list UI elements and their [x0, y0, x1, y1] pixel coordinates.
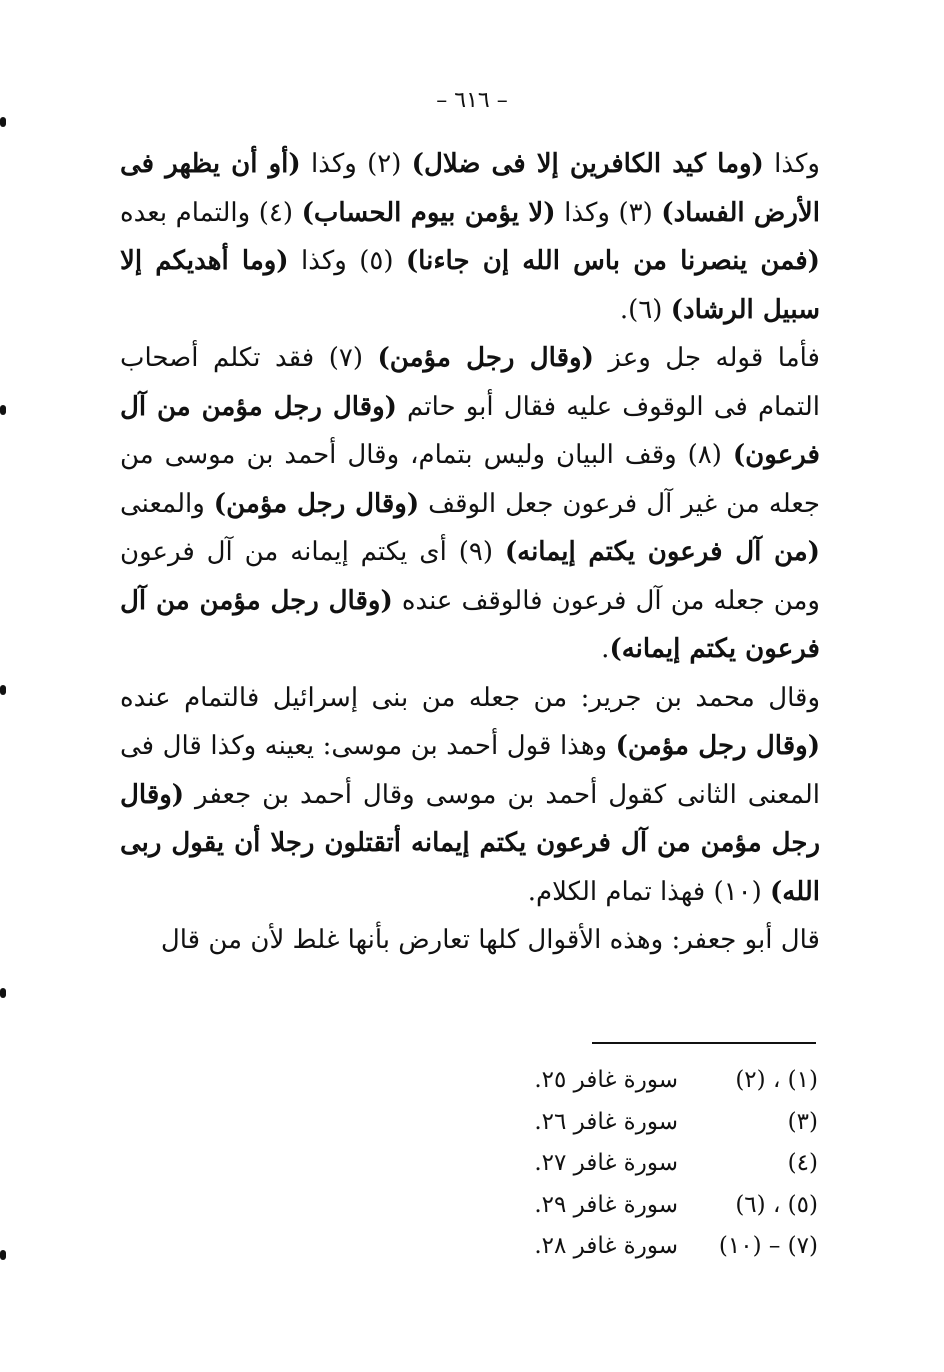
footnote — [500, 1226, 818, 1268]
paragraph — [120, 140, 820, 334]
paragraph — [120, 674, 820, 917]
footnote-source: سورة غافر ٢٦. — [534, 1108, 678, 1135]
footnote — [500, 1102, 818, 1144]
footnote-source: سورة غافر ٢٥. — [534, 1067, 678, 1093]
page-number: – ٦١٦ – — [436, 88, 508, 113]
margin-mark — [0, 405, 6, 415]
margin-mark — [0, 117, 6, 127]
text-run: وقال محمد بن جرير: من جعله من بنى إسرائيل فالتمام عنده — [120, 682, 820, 713]
footnote-ref: (١) ، (٢) — [735, 1067, 818, 1093]
text-run: قال أبو جعفر: وهذه الأقوال كلها تعارض بأنها غلط لأن من قال — [160, 925, 820, 955]
body-text — [120, 140, 820, 965]
quran-quote: (وقال رجل مؤمن من آل فرعون يكتم إيمانه) — [120, 585, 820, 664]
text-run: والمعنى — [120, 488, 214, 519]
quran-quote: (أو أن يظهر فى الأرض الفساد) — [120, 149, 820, 228]
footnotes — [500, 1060, 818, 1268]
quran-quote: (وما أهديكم إلا سبيل الرشاد) — [120, 246, 820, 325]
text-run: (٣) وكذا — [555, 197, 662, 228]
quran-quote: (وقال رجل مؤمن) — [615, 731, 820, 761]
quran-quote: (وقال رجل مؤمن من آل فرعون) — [120, 391, 820, 470]
margin-mark — [0, 988, 6, 998]
text-run: (٢) وكذا — [300, 149, 412, 179]
text-run: (٨) وقف البيان وليس بتمام، وقال أحمد بن موسى من جعله من غير آل فرعون جعل الوقف — [120, 440, 820, 519]
paragraph — [120, 916, 820, 965]
footnote-source: سورة غافر ٢٨. — [534, 1233, 678, 1259]
text-run: (١٠) فهذا تمام الكلام. — [527, 876, 770, 907]
footnote — [500, 1143, 818, 1185]
footnote-source: سورة غافر ٢٧. — [534, 1150, 678, 1176]
footnote — [500, 1060, 818, 1102]
footnote-source: سورة غافر ٢٩. — [534, 1191, 678, 1218]
footnote — [500, 1185, 818, 1227]
footnote-ref: (٤) — [787, 1150, 818, 1176]
quran-quote: (من آل فرعون يكتم إيمانه) — [504, 537, 820, 567]
text-run: وهذا قول أحمد بن موسى: يعينه وكذا قال فى المعنى الثانى كقول أحمد بن موسى وقال أحمد بن جعفر — [120, 731, 820, 810]
footnote-separator — [592, 1042, 816, 1044]
text-run: (٩) أى يكتم إيمانه من آل فرعون ومن جعله من آل فرعون فالوقف عنده — [120, 537, 820, 616]
text-run: فأما قوله جل وعز — [593, 343, 820, 373]
quran-quote: (وما كيد الكافرين إلا فى ضلال) — [411, 149, 764, 179]
quran-quote: (وقال رجل مؤمن) — [377, 343, 594, 373]
text-run: وكذا — [763, 149, 820, 179]
text-run: (٧) فقد تكلم أصحاب التمام فى الوقوف عليه فقال أبو حاتم — [120, 343, 820, 422]
text-run: (٤) والتمام بعده — [120, 197, 302, 228]
text-run: (٦). — [619, 294, 671, 325]
text-run: . — [601, 634, 610, 664]
paragraph — [120, 334, 820, 674]
quran-quote: (وقال رجل مؤمن من آل فرعون يكتم إيمانه أتقتلون رجلا أن يقول ربى الله) — [120, 779, 820, 907]
footnote-ref: (٣) — [787, 1108, 818, 1135]
footnote-ref: (٧) – (١٠) — [718, 1233, 818, 1259]
margin-mark — [0, 1250, 6, 1260]
footnote-ref: (٥) ، (٦) — [735, 1191, 818, 1218]
quran-quote: (وقال رجل مؤمن) — [213, 488, 420, 519]
quran-quote: (لا يؤمن بيوم الحساب) — [301, 197, 556, 228]
margin-mark — [0, 685, 6, 695]
text-run: (٥) وكذا — [288, 246, 406, 276]
quran-quote: (فمن ينصرنا من باس الله إن جاءنا) — [405, 246, 820, 276]
